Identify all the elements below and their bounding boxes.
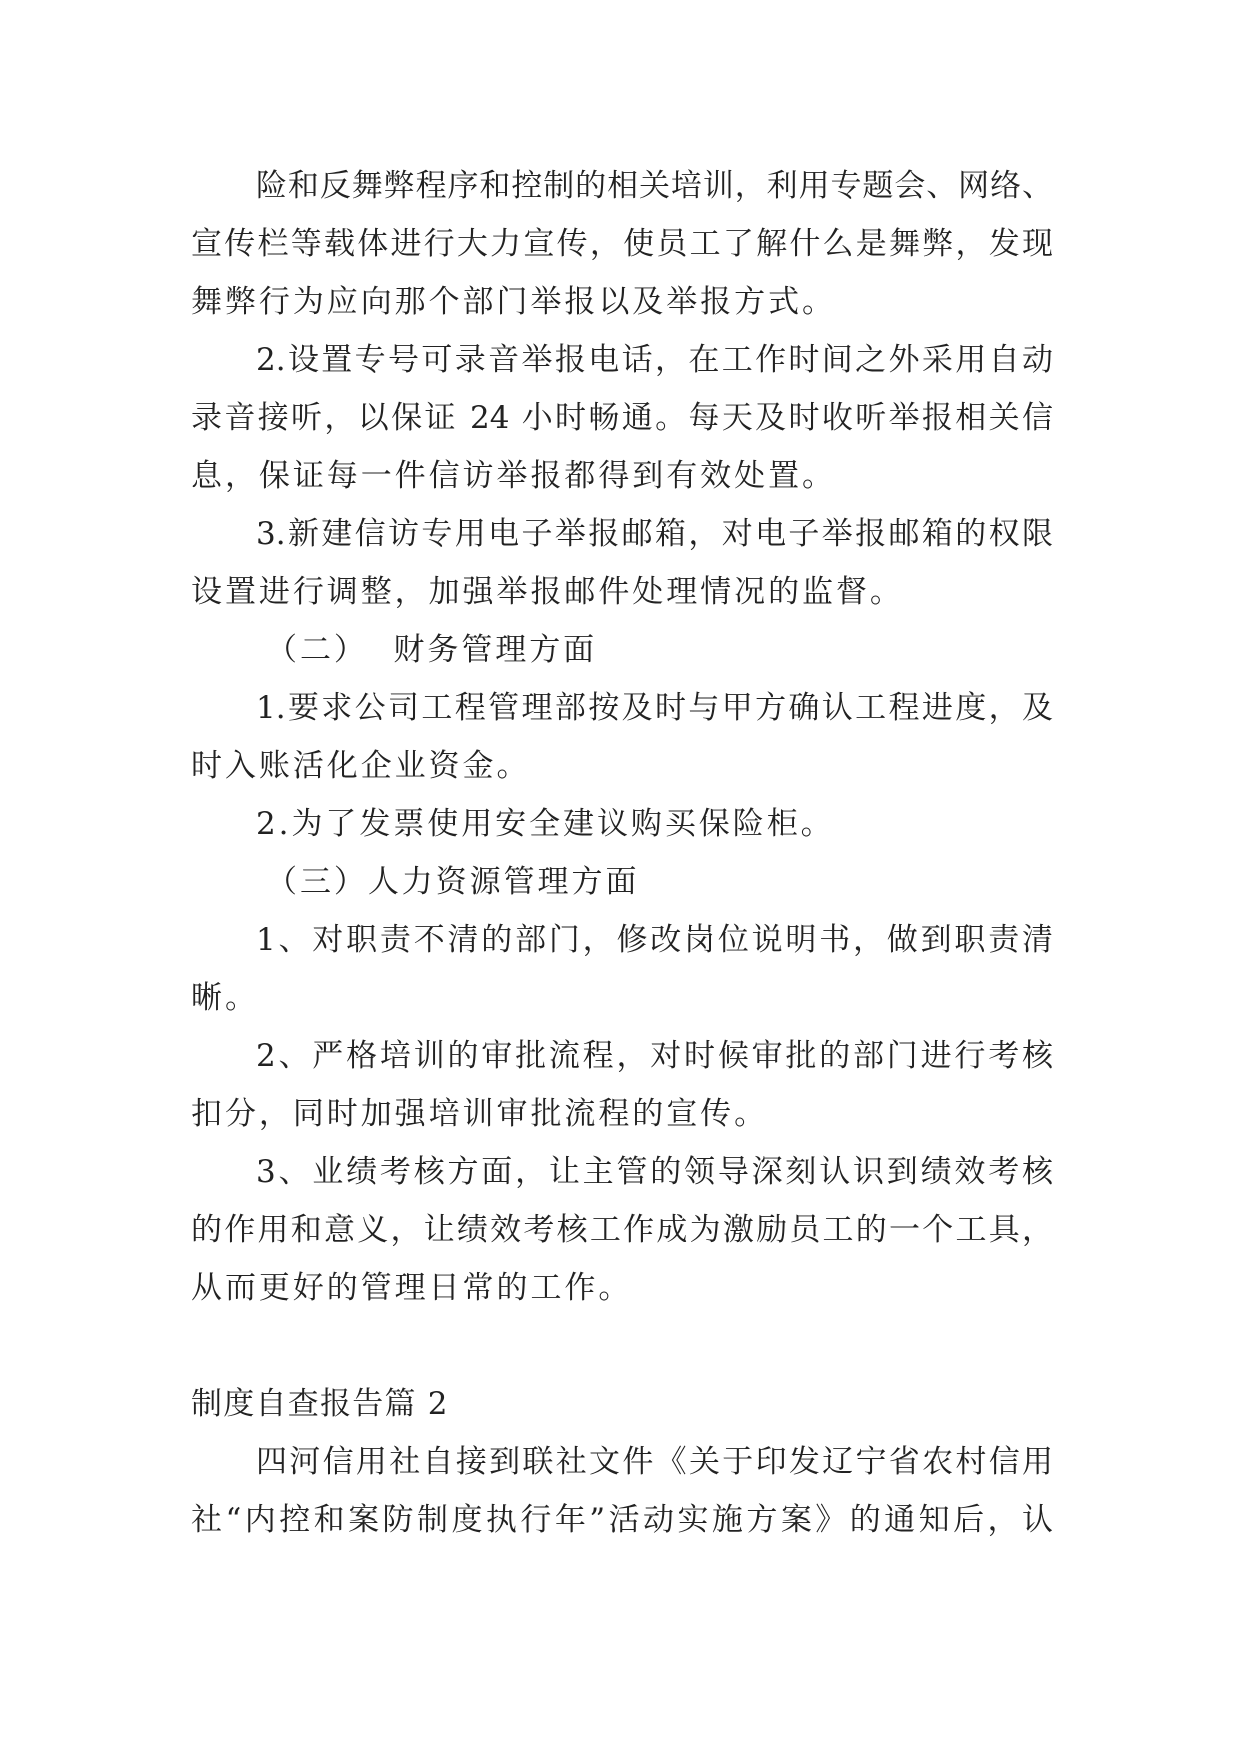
paragraph-line: 宣传栏等载体进行大力宣传，使员工了解什么是舞弊，发现 [191,226,1053,262]
paragraph-line: 2、严格培训的审批流程，对时候审批的部门进行考核 [256,1038,1053,1074]
paragraph-line: 社“内控和案防制度执行年”活动实施方案》的通知后，认 [191,1502,1053,1538]
paragraph-line: 四河信用社自接到联社文件《关于印发辽宁省农村信用 [256,1444,1053,1480]
paragraph-line: 3、业绩考核方面，让主管的领导深刻认识到绩效考核 [256,1154,1053,1190]
paragraph-line: 2.为了发票使用安全建议购买保险柜。 [256,806,835,842]
subsection-heading: （三）人力资源管理方面 [266,864,640,900]
paragraph-line: 3.新建信访专用电子举报邮箱，对电子举报邮箱的权限 [256,516,1053,552]
paragraph-line: 的作用和意义，让绩效考核工作成为激励员工的一个工具， [191,1212,1053,1248]
section-title: 制度自查报告篇 2 [191,1386,449,1422]
paragraph-line: 时入账活化企业资金。 [191,748,531,784]
paragraph-line: 晰。 [191,980,259,1016]
paragraph-line: 舞弊行为应向那个部门举报以及举报方式。 [191,284,836,320]
paragraph-line: 从而更好的管理日常的工作。 [191,1270,633,1306]
paragraph-line: 息，保证每一件信访举报都得到有效处置。 [191,458,836,494]
paragraph-line: 险和反舞弊程序和控制的相关培训，利用专题会、网络、 [256,168,1053,204]
paragraph-line: 设置进行调整，加强举报邮件处理情况的监督。 [191,574,904,610]
subsection-heading: （二） 财务管理方面 [266,632,598,668]
paragraph-line: 1、对职责不清的部门，修改岗位说明书，做到职责清 [256,922,1053,958]
paragraph-line: 1.要求公司工程管理部按及时与甲方确认工程进度，及 [256,690,1053,726]
paragraph-line: 录音接听，以保证 24 小时畅通。每天及时收听举报相关信 [191,400,1053,436]
paragraph-line: 扣分，同时加强培训审批流程的宣传。 [191,1096,769,1132]
paragraph-line: 2.设置专号可录音举报电话，在工作时间之外采用自动 [256,342,1053,378]
